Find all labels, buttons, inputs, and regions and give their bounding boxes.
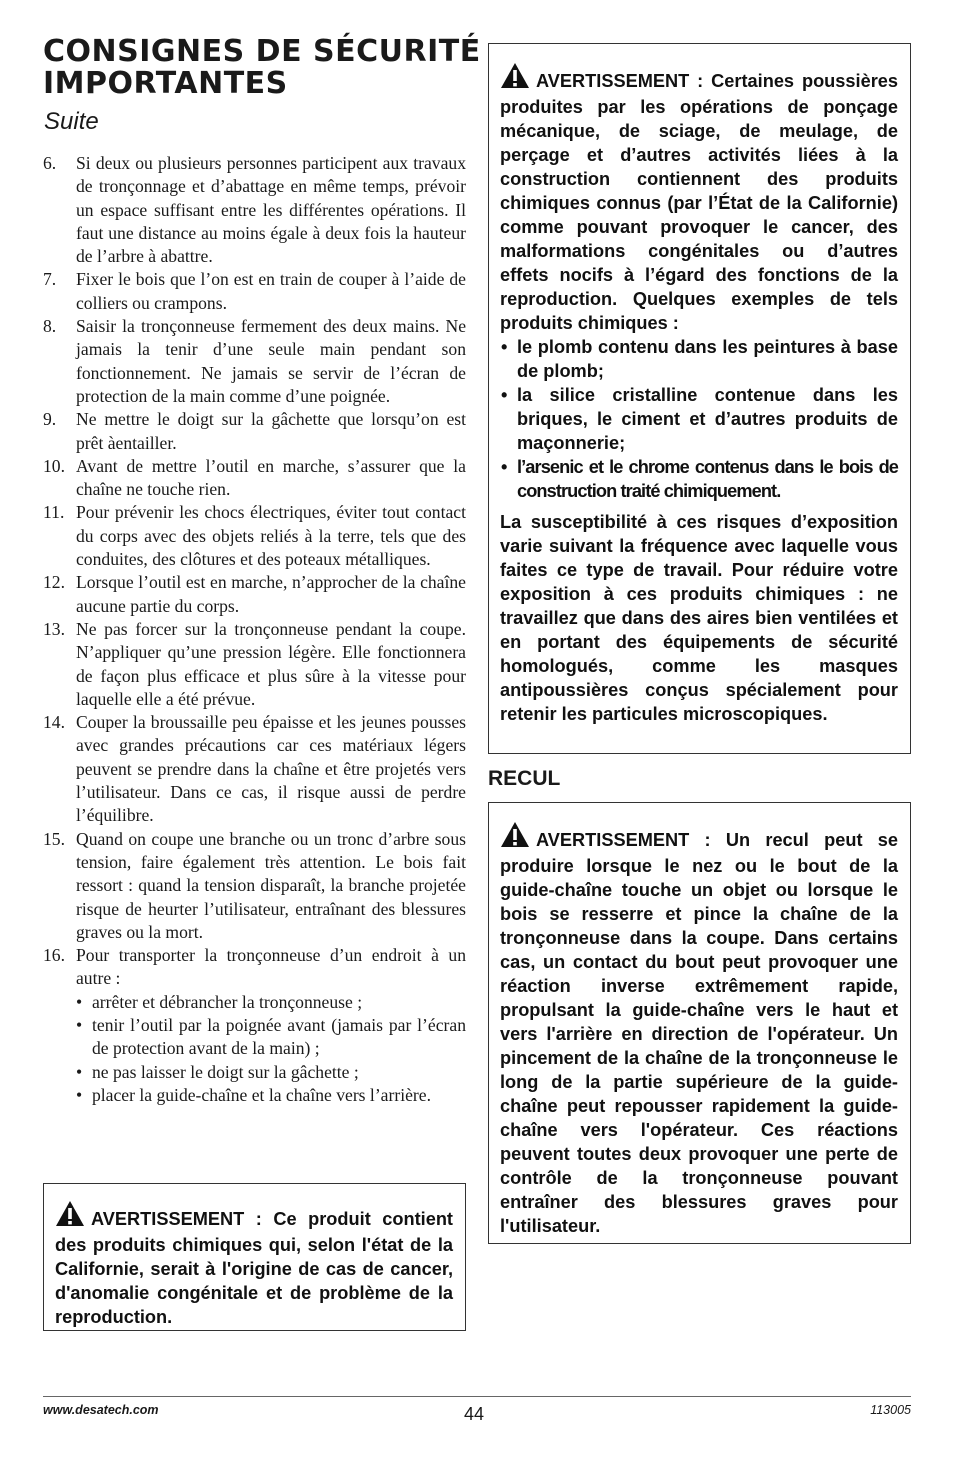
list-item: 9. Ne mettre le doigt sur la gâchette que lorsqu’on est prêt àentailler.: [43, 409, 466, 453]
section-heading-recul: RECUL: [488, 767, 561, 790]
list-item: 8. Saisir la tronçonneuse fermement des deux mains. Ne jamais la tenir d’une seule main pendant son fonctionnement. Ne jamais se servir de l’écran de protection de la main comme d’une poignée.: [43, 316, 466, 406]
list-item: 6. Si deux ou plusieurs personnes participent aux travaux de tronçonnage et d’abattage en même temps, prévoir un espace suffisant entre les différentes opérations. Il faut une distance au moins égale à deux fois la hauteur de l’arbre à abattre.: [43, 153, 466, 267]
list-item: 13. Ne pas forcer sur la tronçonneuse pendant la coupe. N’appliquer qu’une pression légère. Elle fonctionnera de façon plus efficace et plus sûre à la vitesse pour laquelle elle a été prévue.: [43, 618, 466, 709]
list-item: 14. Couper la broussaille peu épaisse et les jeunes pousses avec grandes précautions car ces matériaux légers peuvent se prendre dans la chaîne et être projetés vers l’utilisateur. Dans ce cas, il risque aussi de perdre l’équilibre.: [43, 712, 466, 826]
warning-triangle-icon: [500, 62, 530, 95]
page-number: 44: [464, 1404, 485, 1424]
bullet-item: • l’arsenic et le chrome contenus dans le bois de construction traité chimiquement.: [500, 455, 898, 503]
page-title: CONSIGNES DE SÉCURITÉ IMPORTANTES: [43, 34, 481, 101]
list-item: 12. Lorsque l’outil est en marche, n’approcher de la chaîne aucune partie du corps.: [43, 572, 466, 616]
list-item: 11. Pour prévenir les chocs électriques, éviter tout contact du corps avec des objets reliés à la terre, tels que des conduites, des clôtures et des poteaux métalliques.: [43, 502, 466, 570]
footer-divider: [43, 1396, 911, 1397]
safety-list: [43, 152, 466, 1107]
warning-box-california: [43, 1183, 466, 1331]
document-code: 113005: [870, 1403, 911, 1417]
warning-triangle-icon: [55, 1200, 85, 1233]
list-item: 16. Pour transporter la tronçonneuse d’un endroit à un autre : • arrêter et débrancher la tronçonneuse ; • tenir l’outil par la poignée avant (jamais par l’écran de protection avant de la main) ; • ne pas laisser le doigt sur la gâchette ; • placer la guide-chaîne et la chaîne vers l’arrière.: [43, 944, 466, 1107]
bullet-item: • la silice cristalline contenue dans les briques, le ciment et d’autres produits de maçonnerie;: [500, 383, 898, 455]
list-item: 10. Avant de mettre l’outil en marche, s’assurer que la chaîne ne touche rien.: [43, 455, 466, 500]
bullet-item: • le plomb contenu dans les peintures à base de plomb;: [500, 335, 898, 383]
page-subtitle: Suite: [44, 108, 99, 135]
warning-text: AVERTISSEMENT : Certaines poussières produites par les opérations de ponçage mécanique, de sciage, de meulage, de perçage et d’autres activités liées à la construction contiennent des produits chimiques connus (par l’État de la Californie) comme pouvant provoquer le cancer, des malformations congénitales ou d’autres effets nocifs à l’égard des fonctions de la reproduction. Quelques exemples de tels produits chimiques :: [500, 71, 898, 333]
transport-bullets: [76, 991, 466, 1107]
bullet-item: • placer la guide-chaîne et la chaîne vers l’arrière.: [76, 1084, 466, 1107]
warning-text: AVERTISSEMENT : Un recul peut se produire lorsque le nez ou le bout de la guide-chaîne touche un objet ou lorsque le bois se resserre et pince la chaîne de la tronçonneuse dans la coupe. Dans certains cas, un contact du bout peut provoquer une réaction inverse extrêmement rapide, propulsant la guide-chaîne vers le haut et vers l'arrière en direction de l'opérateur. Un pincement de la chaîne de la tronçonneuse le long de la partie supérieure de la guide-chaîne peut repousser rapidement la guide-chaîne vers l'opérateur. Ces réactions peuvent toutes deux provoquer une perte de contrôle de la tronçonneuse pouvant entraîner des blessures graves pour l'utilisateur.: [500, 830, 898, 1236]
footer-url: www.desatech.com: [43, 1403, 159, 1417]
chemical-examples: [500, 335, 898, 503]
bullet-item: • arrêter et débrancher la tronçonneuse ;: [76, 991, 466, 1014]
warning-box-dust: [488, 43, 911, 754]
bullet-item: • ne pas laisser le doigt sur la gâchette ;: [76, 1061, 466, 1084]
warning-box-recul: [488, 802, 911, 1244]
bullet-item: • tenir l’outil par la poignée avant (jamais par l’écran de protection avant de la main) ;: [76, 1014, 466, 1061]
list-item: 15. Quand on coupe une branche ou un tronc d’arbre sous tension, faire également très attention. Le bois fait ressort : quand la tension disparaît, la branche projetée risque de heurter l’utilisateur, entraînant des blessures graves ou la mort.: [43, 828, 466, 942]
warning-closing: La susceptibilité à ces risques d’exposition varie suivant la fréquence avec laquelle vous faites ce type de travail. Pour réduire votre exposition à ces produits chimiques : ne travaillez que dans des aires bien ventilées et en portant des équipements de sécurité homologués, comme les masques antipoussières conçus spécialement pour retenir les particules microscopiques.: [500, 512, 898, 724]
list-item: 7. Fixer le bois que l’on est en train de couper à l’aide de colliers ou crampons.: [43, 269, 466, 313]
warning-text: AVERTISSEMENT : Ce produit contient des produits chimiques qui, selon l'état de la Californie, serait à l'origine de cas de cancer, d'anomalie congénitale et de problème de la reproduction.: [55, 1209, 453, 1327]
warning-triangle-icon: [500, 821, 530, 854]
